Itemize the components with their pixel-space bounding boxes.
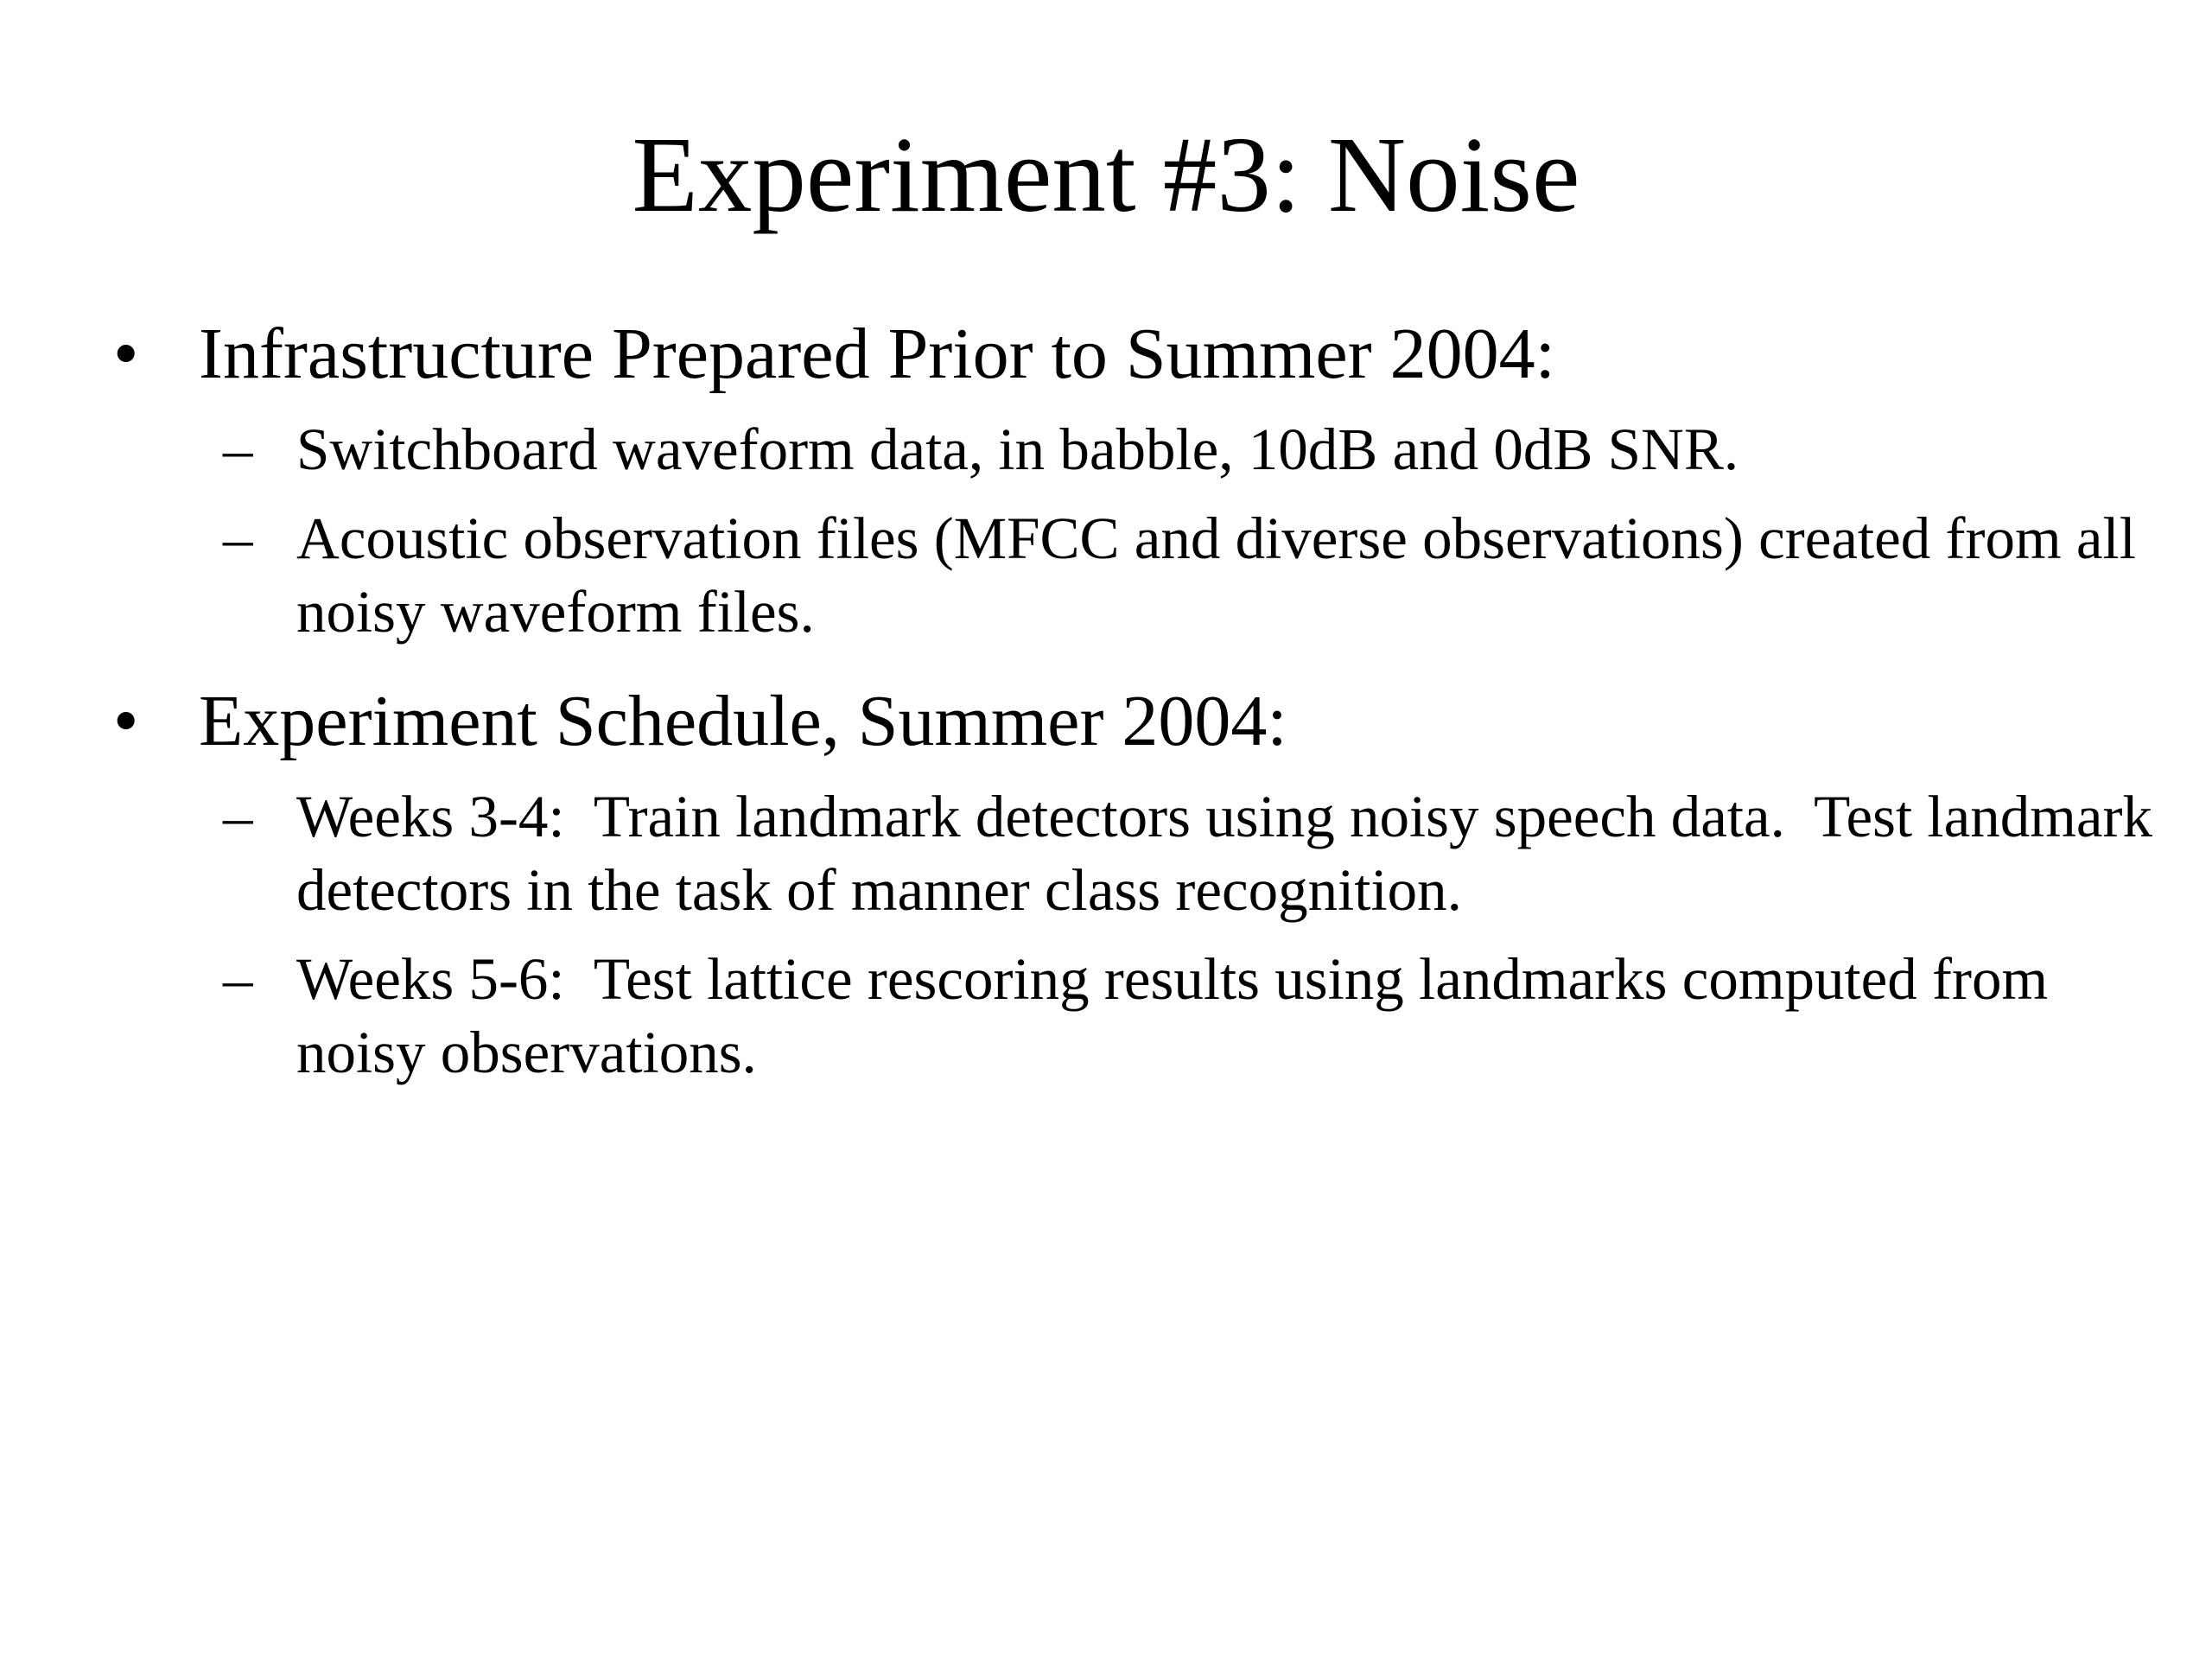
sub-bullet-marker: – xyxy=(223,505,253,571)
sub-bullet-switchboard-text: Switchboard waveform data, in babble, 10dB and 0dB SNR. xyxy=(296,416,1739,482)
bullet-marker: • xyxy=(113,314,139,394)
bullet-infrastructure-text: Infrastructure Prepared Prior to Summer 2004: xyxy=(199,314,1555,394)
sub-bullet-marker: – xyxy=(223,784,253,849)
bullet-schedule-text: Experiment Schedule, Summer 2004: xyxy=(199,681,1287,761)
bullet-marker: • xyxy=(113,681,139,761)
sub-bullet-weeks-5-6 xyxy=(0,943,2212,1090)
sub-bullet-acoustic-files-text: Acoustic observation files (MFCC and diverse observations) created from all noisy waveform files. xyxy=(296,505,2152,645)
sub-bullet-weeks-3-4 xyxy=(0,780,2212,927)
sub-bullet-weeks-3-4-text: Weeks 3-4: Train landmark detectors using noisy speech data. Test landmark detectors in the task of manner class recognition. xyxy=(296,784,2168,923)
sub-bullet-switchboard xyxy=(0,413,2212,486)
sub-bullet-weeks-5-6-text: Weeks 5-6: Test lattice rescoring results using landmarks computed from noisy observations. xyxy=(296,946,2063,1085)
sub-bullet-acoustic-files xyxy=(0,502,2212,649)
bullet-infrastructure xyxy=(0,311,2212,397)
sub-bullet-marker: – xyxy=(223,416,253,482)
sub-bullet-marker: – xyxy=(223,946,253,1012)
slide-content xyxy=(0,311,2212,1090)
bullet-schedule xyxy=(0,678,2212,765)
slide-title: Experiment #3: Noise xyxy=(632,116,1580,235)
